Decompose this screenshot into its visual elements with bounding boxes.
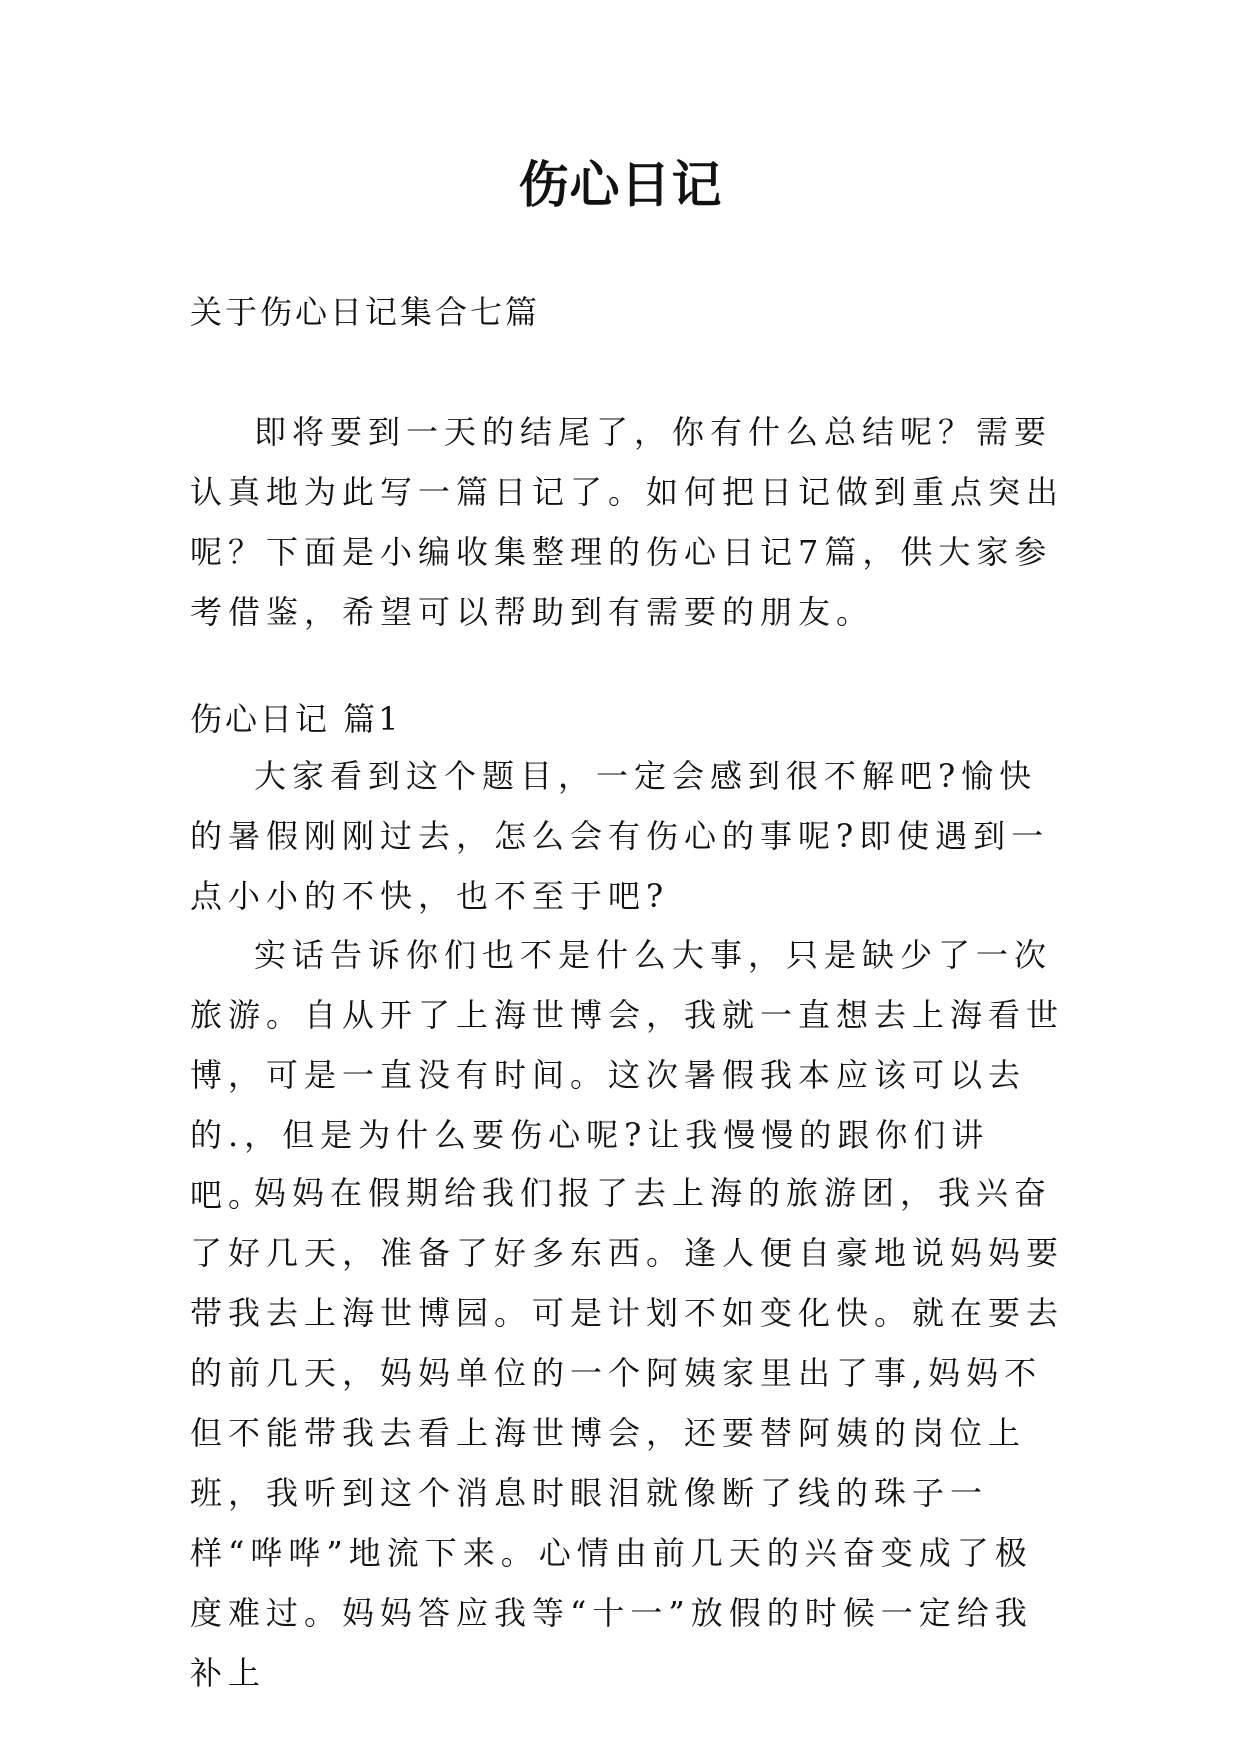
document-title: 伤心日记 [518,156,723,214]
body-paragraph-2: 实话告诉你们也不是什么大事，只是缺少了一次旅游。自从开了上海世博会，我就一直想去上海看世博，可是一直没有时间。这次暑假我本应该可以去的.，但是为什么要伤心呢?让我慢慢的跟你们讲吧。 [190,936,1065,1214]
body-paragraph-1: 大家看到这个题目，一定会感到很不解吧?愉快的暑假刚刚过去，怎么会有伤心的事呢?即使遇到一点小小的不快，也不至于吧? [190,757,1050,915]
body-paragraph-3: 妈妈在假期给我们报了去上海的旅游团，我兴奋了好几天，准备了好多东西。逢人便自豪地说妈妈要带我去上海世博园。可是计划不如变化快。就在要去的前几天，妈妈单位的一个阿姨家里出了事,妈妈不但不能带我去看上海世博会，还要替阿姨的岗位上班，我听到这个消息时眼泪就像断了线的珠子一样“哗哗”地流下来。心情由前几天的兴奋变成了极度难过。妈妈答应我等“十一”放假的时候一定给我补上 [190,1174,1065,1692]
document-subtitle: 关于伤心日记集合七篇 [190,293,541,331]
section-heading: 伤心日记 篇1 [190,700,402,738]
intro-paragraph: 即将要到一天的结尾了，你有什么总结呢？需要认真地为此写一篇日记了。如何把日记做到重点突出呢？下面是小编收集整理的伤心日记7篇，供大家参考借鉴，希望可以帮助到有需要的朋友。 [190,413,1065,631]
